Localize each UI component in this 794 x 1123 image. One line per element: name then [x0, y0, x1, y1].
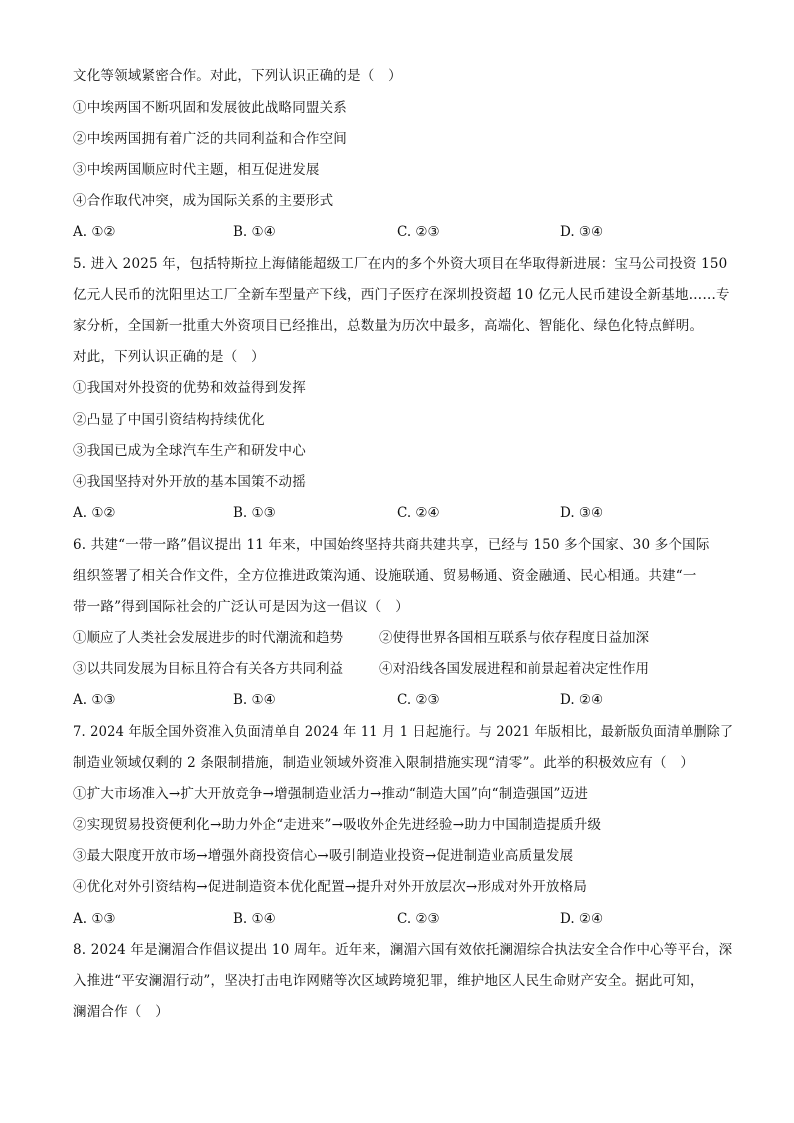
q5-option-d[interactable]: D. ③④: [560, 505, 604, 521]
q5-statement-4: ④我国坚持对外开放的基本国策不动摇: [73, 474, 306, 490]
q4-stem-continuation: 文化等领域紧密合作。对此，下列认识正确的是（ ）: [73, 68, 402, 84]
q7-stem-line-2: 制造业领域仅剩的 2 条限制措施，制造业领域外资准入限制措施实现“清零”。此举的积极效应有（ ）: [73, 755, 695, 771]
q8-stem-line-3: 澜湄合作（ ）: [73, 1004, 169, 1020]
q6-option-a[interactable]: A. ①③: [73, 692, 116, 708]
q6-stem-line-1: 6. 共建“一带一路”倡议提出 11 年来，中国始终坚持共商共建共享，已经与 150 多个国家、30 多个国际: [73, 537, 710, 553]
q7-option-c[interactable]: C. ②③: [397, 911, 440, 927]
q6-statement-2: ②使得世界各国相互联系与依存程度日益加深: [379, 630, 649, 646]
q5-option-c[interactable]: C. ②④: [397, 505, 440, 521]
q7-option-a[interactable]: A. ①③: [73, 911, 116, 927]
q5-stem-line-2: 亿元人民币的沈阳里达工厂全新车型量产下线，西门子医疗在深圳投资超 10 亿元人民币建设全新基地……专: [73, 287, 730, 303]
q6-statement-3: ③以共同发展为目标且符合有关各方共同利益: [73, 661, 343, 677]
q4-option-a[interactable]: A. ①②: [73, 224, 116, 240]
q6-option-b[interactable]: B. ①④: [233, 692, 276, 708]
q4-statement-1: ①中埃两国不断巩固和发展彼此战略同盟关系: [73, 100, 347, 116]
q8-stem-line-1: 8. 2024 年是澜湄合作倡议提出 10 周年。近年来，澜湄六国有效依托澜湄综合执法安全合作中心等平台，深: [73, 942, 733, 958]
q6-stem-line-3: 带一路”得到国际社会的广泛认可是因为这一倡议（ ）: [73, 599, 409, 615]
q7-statement-3: ③最大限度开放市场→增强外商投资信心→吸引制造业投资→促进制造业高质量发展: [73, 848, 574, 864]
q4-option-b[interactable]: B. ①④: [233, 224, 276, 240]
q4-statement-3: ③中埃两国顺应时代主题，相互促进发展: [73, 162, 320, 178]
q6-statement-4: ④对沿线各国发展进程和前景起着决定性作用: [379, 661, 649, 677]
q7-statement-1: ①扩大市场准入→扩大开放竞争→增强制造业活力→推动“制造大国”向“制造强国”迈进: [73, 786, 589, 802]
q6-option-c[interactable]: C. ②③: [397, 692, 440, 708]
q7-option-d[interactable]: D. ②④: [560, 911, 604, 927]
q8-stem-line-2: 入推进“平安澜湄行动”，坚决打击电诈网赌等次区域跨境犯罪，维护地区人民生命财产安全。据此可知，: [73, 973, 704, 989]
q4-option-d[interactable]: D. ③④: [560, 224, 604, 240]
q4-statement-2: ②中埃两国拥有着广泛的共同利益和合作空间: [73, 131, 347, 147]
q7-statement-2: ②实现贸易投资便利化→助力外企“走进来”→吸收外企先进经验→助力中国制造提质升级: [73, 817, 602, 833]
q6-stem-line-2: 组织签署了相关合作文件，全方位推进政策沟通、设施联通、贸易畅通、资金融通、民心相通。共建“一: [73, 568, 697, 584]
q5-statement-3: ③我国已成为全球汽车生产和研发中心: [73, 443, 306, 459]
q5-stem-line-3: 家分析，全国新一批重大外资项目已经推出，总数量为历次中最多，高端化、智能化、绿色化特点鲜明。: [73, 318, 704, 334]
q6-statement-1: ①顺应了人类社会发展进步的时代潮流和趋势: [73, 630, 343, 646]
q6-option-d[interactable]: D. ②④: [560, 692, 604, 708]
q5-statement-1: ①我国对外投资的优势和效益得到发挥: [73, 380, 306, 396]
q5-statement-2: ②凸显了中国引资结构持续优化: [73, 412, 265, 428]
q5-stem-line-4: 对此，下列认识正确的是（ ）: [73, 349, 265, 365]
q7-option-b[interactable]: B. ①④: [233, 911, 276, 927]
q7-stem-line-1: 7. 2024 年版全国外资准入负面清单自 2024 年 11 月 1 日起施行。与 2021 年版相比，最新版负面清单删除了: [73, 724, 734, 740]
q4-statement-4: ④合作取代冲突，成为国际关系的主要形式: [73, 193, 334, 209]
q4-option-c[interactable]: C. ②③: [397, 224, 440, 240]
q7-statement-4: ④优化对外引资结构→促进制造资本优化配置→提升对外开放层次→形成对外开放格局: [73, 879, 588, 895]
q5-option-a[interactable]: A. ①②: [73, 505, 116, 521]
q5-option-b[interactable]: B. ①③: [233, 505, 276, 521]
q5-stem-line-1: 5. 进入 2025 年，包括特斯拉上海储能超级工厂在内的多个外资大项目在华取得新进展：宝马公司投资 150: [73, 256, 728, 272]
